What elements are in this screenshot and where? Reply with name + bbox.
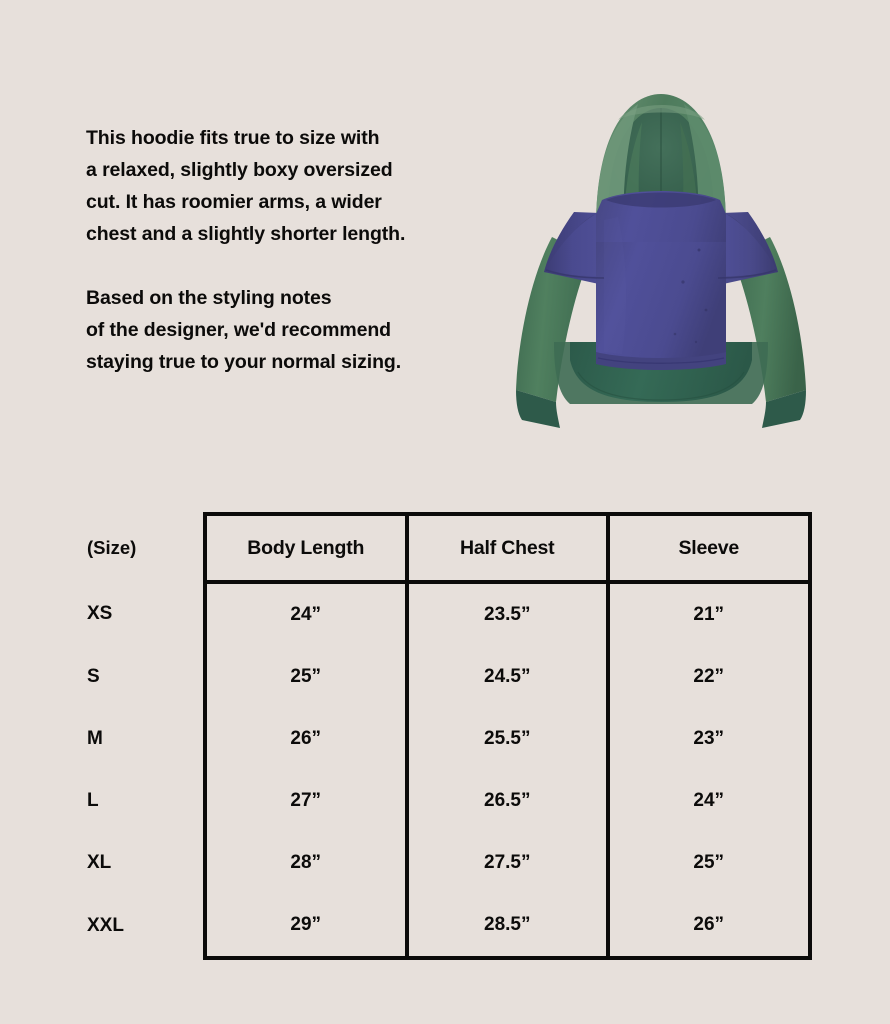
description-line: This hoodie fits true to size with [86, 127, 380, 149]
table-row [80, 708, 810, 770]
cell-half-chest: 23.5” [407, 582, 609, 646]
cell-size: XS [87, 603, 113, 624]
table-row [80, 894, 810, 958]
cell-sleeve: 23” [608, 708, 810, 770]
cell-sleeve: 21” [608, 582, 810, 646]
column-header-half-chest: Half Chest [407, 514, 609, 582]
cell-half-chest: 24.5” [407, 646, 609, 708]
cell-body-length: 26” [205, 708, 407, 770]
description-line: Based on the styling notes [86, 287, 332, 309]
cell-half-chest: 28.5” [407, 894, 609, 958]
cell-sleeve: 22” [608, 646, 810, 708]
size-chart-table [80, 512, 812, 960]
cell-sleeve: 24” [608, 770, 810, 832]
cell-body-length: 29” [205, 894, 407, 958]
cell-body-length: 25” [205, 646, 407, 708]
size-chart [80, 512, 810, 960]
cell-size: XXL [87, 915, 124, 936]
description-line: cut. It has roomier arms, a wider [86, 191, 382, 213]
description-line: a relaxed, slightly boxy oversized [86, 159, 393, 181]
cell-half-chest: 26.5” [407, 770, 609, 832]
column-header-sleeve: Sleeve [608, 514, 810, 582]
cell-half-chest: 27.5” [407, 832, 609, 894]
cell-size: S [87, 666, 100, 687]
cell-body-length: 28” [205, 832, 407, 894]
description-line: chest and a slightly shorter length. [86, 223, 406, 245]
product-photo-hoodie [478, 42, 844, 462]
cell-body-length: 27” [205, 770, 407, 832]
fit-description-paragraph-1 [86, 122, 486, 250]
description-line: of the designer, we'd recommend [86, 319, 391, 341]
column-header-body-length: Body Length [205, 514, 407, 582]
table-row [80, 832, 810, 894]
cell-sleeve: 26” [608, 894, 810, 958]
cell-size: M [87, 728, 103, 749]
cell-size: L [87, 790, 99, 811]
table-row [80, 582, 810, 646]
table-row [80, 646, 810, 708]
table-row [80, 770, 810, 832]
fit-description-paragraph-2 [86, 282, 486, 378]
cell-half-chest: 25.5” [407, 708, 609, 770]
column-header-size: (Size) [87, 537, 137, 558]
cell-sleeve: 25” [608, 832, 810, 894]
fit-description [86, 122, 486, 378]
description-line: staying true to your normal sizing. [86, 351, 402, 373]
cell-body-length: 24” [205, 582, 407, 646]
table-header-row [80, 514, 810, 582]
cell-size: XL [87, 852, 112, 873]
